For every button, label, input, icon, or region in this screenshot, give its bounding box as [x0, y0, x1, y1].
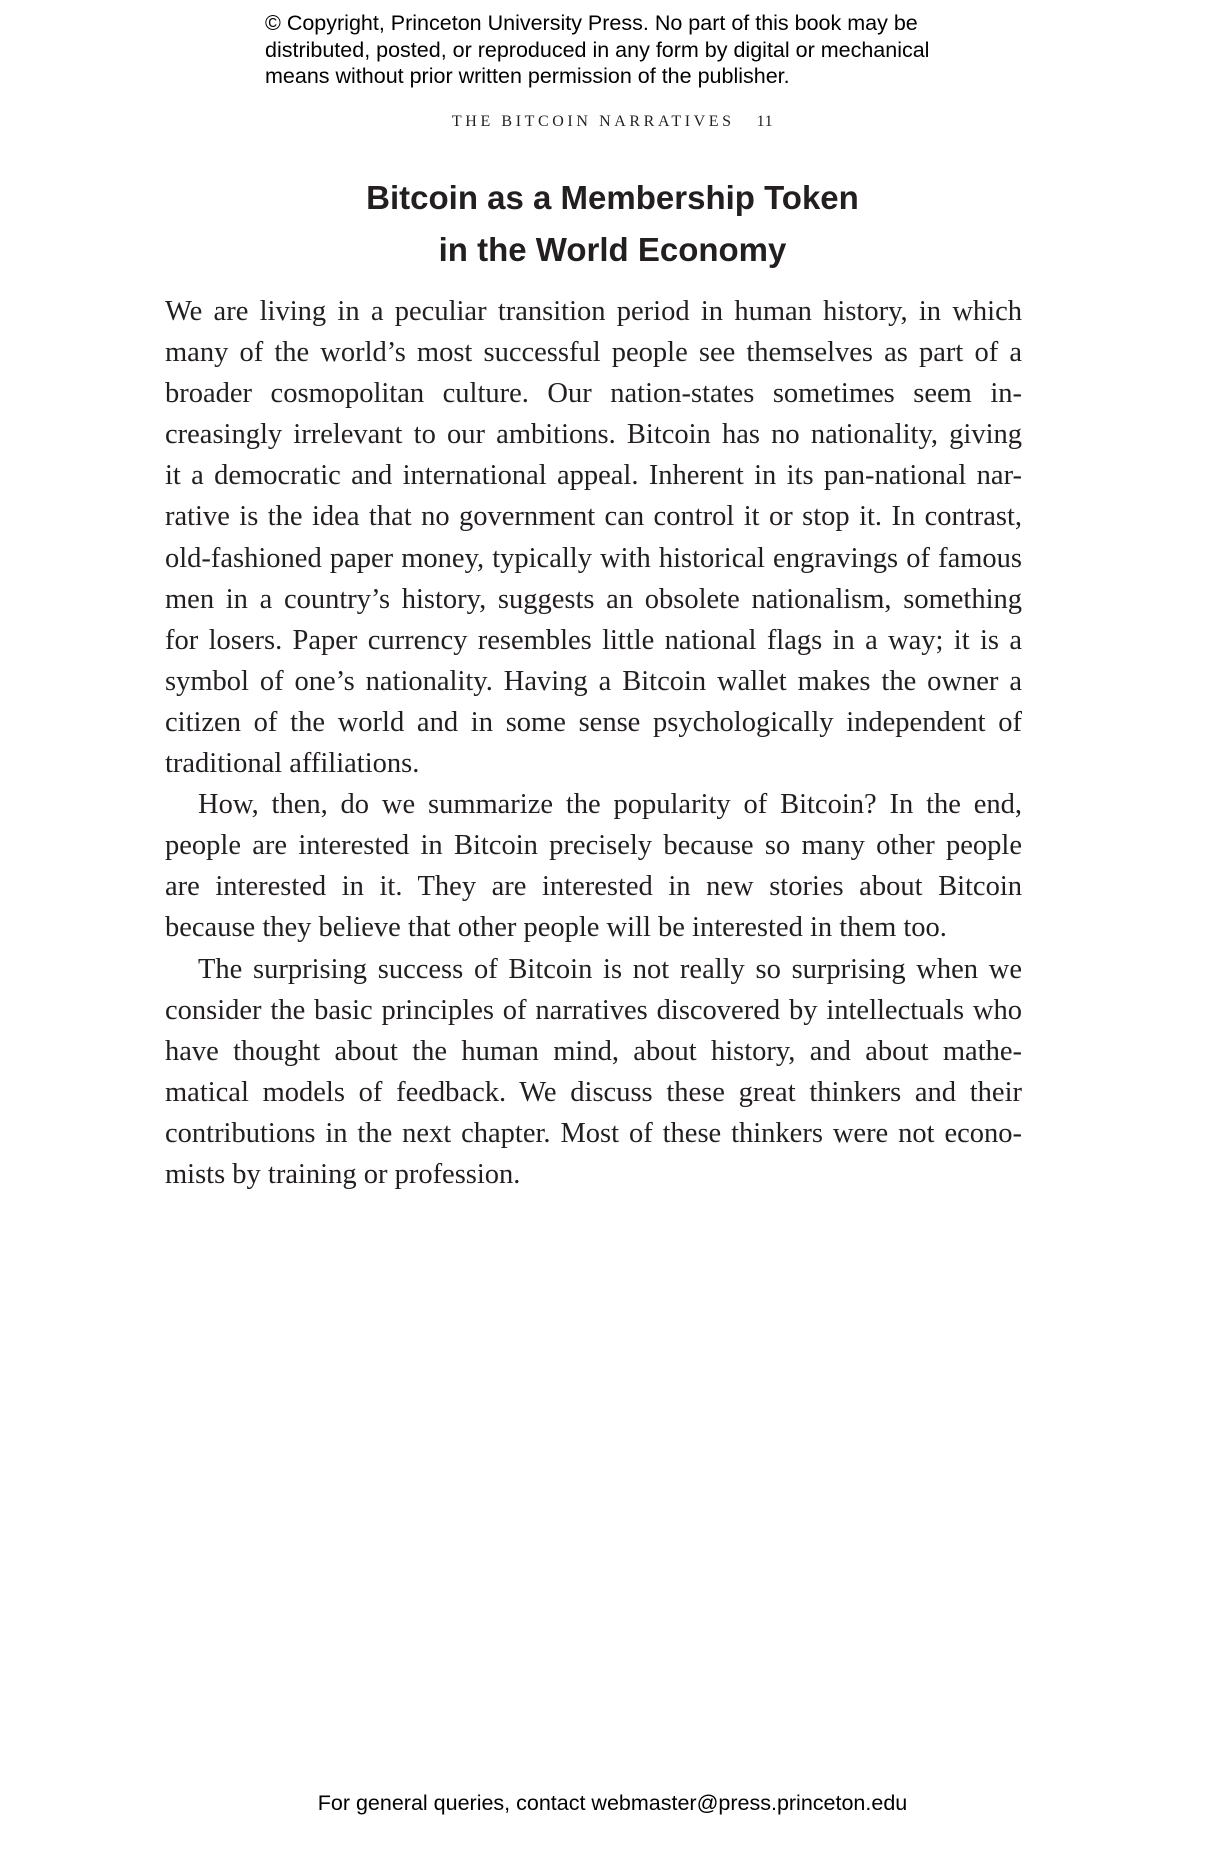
copyright-line: distributed, posted, or reproduced in any form by digital or mechanical	[265, 37, 930, 62]
text-line: mists by training or profession.	[165, 1158, 521, 1190]
body-text	[165, 291, 1022, 1195]
text-line: people are interested in Bitcoin precisely because so many other people	[165, 830, 1022, 862]
text-line: have thought about the human mind, about history, and about mathe-	[165, 1035, 1022, 1067]
section-title-line: in the World Economy	[438, 231, 787, 268]
text-line: many of the world’s most successful people see themselves as part of a	[165, 337, 1022, 369]
text-line: it a democratic and international appeal. Inherent in its pan-national nar-	[165, 460, 1022, 492]
text-line: traditional affiliations.	[165, 748, 420, 780]
text-line: broader cosmopolitan culture. Our nation-states sometimes seem in-	[165, 378, 1022, 410]
page-number: 11	[756, 113, 774, 130]
running-header	[0, 113, 1225, 131]
text-line: are interested in it. They are interested in new stories about Bitcoin	[165, 871, 1022, 903]
paragraph-2	[165, 784, 1022, 948]
text-line: consider the basic principles of narratives discovered by intellectuals who	[165, 994, 1022, 1026]
footer-contact: For general queries, contact webmaster@press.princeton.edu	[317, 1791, 908, 1815]
paragraph-1	[165, 291, 1022, 784]
text-line: rative is the idea that no government can control it or stop it. In contrast,	[165, 501, 1022, 533]
text-line: We are living in a peculiar transition period in human history, in which	[165, 296, 1022, 327]
text-line: matical models of feedback. We discuss these great thinkers and their	[165, 1076, 1022, 1108]
section-title	[0, 172, 1225, 276]
copyright-line: means without prior written permission of the publisher.	[265, 64, 790, 88]
copyright-notice	[265, 10, 965, 90]
text-line: men in a country’s history, suggests an obsolete nationalism, something	[165, 583, 1022, 615]
paragraph-3	[165, 949, 1022, 1196]
running-header-title: THE BITCOIN NARRATIVES	[451, 113, 735, 130]
text-line: old-fashioned paper money, typically with historical engravings of famous	[165, 542, 1022, 574]
text-line: The surprising success of Bitcoin is not really so surprising when we	[198, 953, 1022, 985]
text-line: citizen of the world and in some sense psychologically independent of	[165, 706, 1022, 738]
text-line: symbol of one’s nationality. Having a Bitcoin wallet makes the owner a	[165, 665, 1022, 697]
text-line: creasingly irrelevant to our ambitions. Bitcoin has no nationality, giving	[165, 419, 1022, 451]
text-line: for losers. Paper currency resembles little national flags in a way; it is a	[165, 624, 1022, 656]
text-line: because they believe that other people will be interested in them too.	[165, 912, 947, 944]
text-line: contributions in the next chapter. Most of these thinkers were not econo-	[165, 1117, 1022, 1149]
copyright-line: © Copyright, Princeton University Press. No part of this book may be	[265, 11, 918, 35]
text-line: How, then, do we summarize the popularity of Bitcoin? In the end,	[198, 789, 1022, 821]
section-title-line: Bitcoin as a Membership Token	[366, 179, 859, 216]
